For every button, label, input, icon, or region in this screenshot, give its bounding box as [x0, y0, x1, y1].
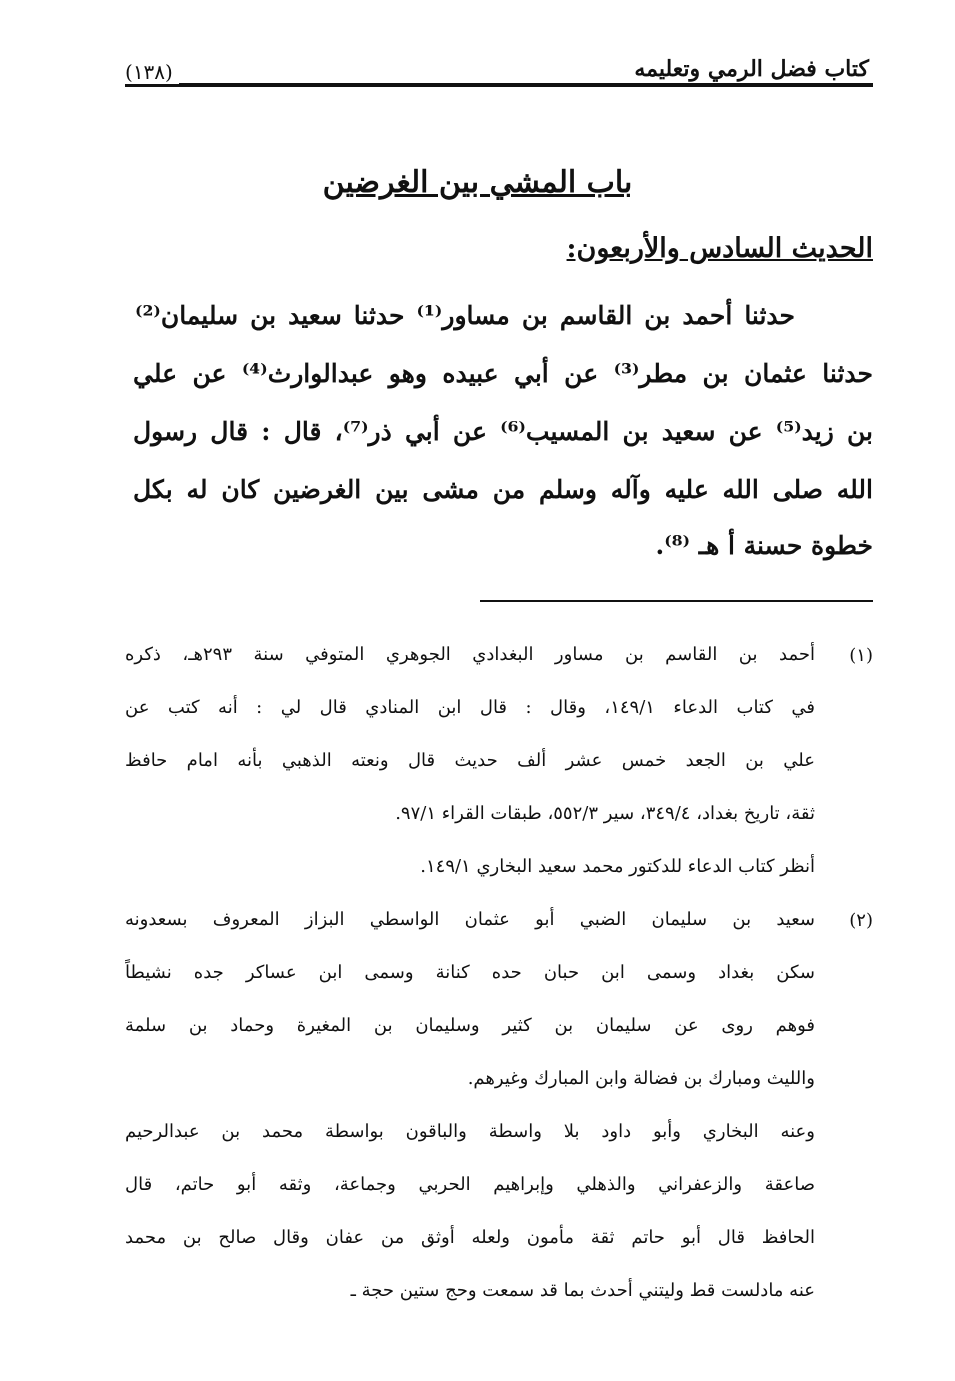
main-text-line: خطوة حسنة أ هـ ⁽⁸⁾.	[655, 531, 873, 560]
footnote-line: ثقة، تاريخ بغداد، ٣٤٩/٤، سير ٥٥٢/٣، طبقات القراء ٩٧/١.	[395, 803, 815, 824]
main-text-line: الله صلى الله عليه وآله وسلم من مشى بين الغرضين كان له بكل	[133, 475, 873, 504]
page-number: (١٣٨)	[125, 60, 179, 84]
footnote-line: أحمد بن القاسم بن مساور البغدادي الجوهري المتوفي سنة ٢٩٣هـ، ذكره	[125, 644, 815, 665]
footnote-line: علي بن الجعد خمس عشر ألف حديث قال ونعته الذهبي بأنه امام حافظ	[125, 750, 815, 771]
footnote-line: الحافظ قال أبو حاتم ثقة مأمون ولعله أوثق من عفان وقال صالح بن محمد	[125, 1227, 815, 1248]
main-text-line: حدثنا عثمان بن مطر⁽³⁾ عن أبي عبيده وهو عبدالوارث⁽⁴⁾ عن علي	[133, 359, 873, 388]
footnote-separator	[480, 600, 873, 602]
main-text-line: حدثنا أحمد بن القاسم بن مساور⁽¹⁾ حدثنا سعيد بن سليمان⁽²⁾	[135, 301, 795, 330]
chapter-title: باب المشي بين الغرضين	[322, 165, 633, 200]
hadith-heading: الحديث السادس والأربعون:	[566, 233, 873, 264]
footnote-line: سعيد بن سليمان الضبي أبو عثمان الواسطي البزاز المعروف بسعدونه	[125, 909, 815, 930]
footnote-line: صاعقة والزعفراني والذهلي وإبراهيم الحربي وجماعة، وثقه أبو حاتم، قال	[125, 1174, 815, 1195]
footnote-line: والليث ومبارك بن فضالة وابن المبارك وغيرهم.	[467, 1068, 815, 1089]
footnote-number: (٢)	[849, 910, 873, 931]
footnote-number: (١)	[849, 645, 873, 666]
footnote-line: وعنه البخاري وأبو داود بلا واسطة والباقون بواسطة محمد بن عبدالرحيم	[125, 1121, 815, 1142]
header-rule	[125, 83, 873, 87]
footnote-line: سكن بغداد وسمى ابن حبان حده كنانة وسمى ابن عساكر جده نشيطاً	[125, 962, 815, 983]
main-text-line: بن زيد⁽⁵⁾ عن سعيد بن المسيب⁽⁶⁾ عن أبي ذر⁽⁷⁾، قال : قال رسول	[133, 417, 873, 446]
running-title: كتاب فضل الرمي وتعليمه	[626, 56, 873, 82]
footnote-line: أنظر كتاب الدعاء للدكتور محمد سعيد البخاري ١٤٩/١.	[420, 856, 815, 877]
footnote-line: عنه مادلست قط وليتني أحدث بما قد سمعت وحج ستين حجة ـ	[350, 1280, 815, 1301]
footnote-line: في كتاب الدعاء ١٤٩/١، وقال : قال ابن المنادي قال لي : أنه كتب عن	[125, 697, 815, 718]
footnote-line: فوهم روى عن سليمان بن كثير وسليمان بن المغيرة وحماد بن سلمة	[125, 1015, 815, 1036]
